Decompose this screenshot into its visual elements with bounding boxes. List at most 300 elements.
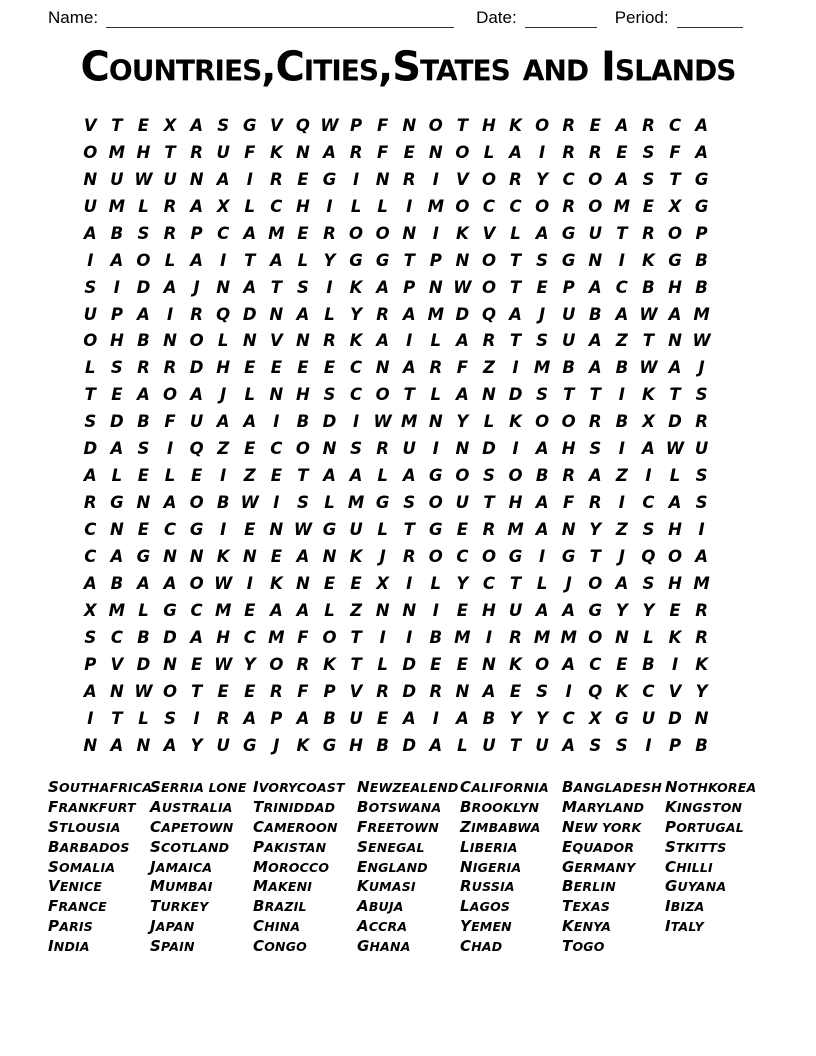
grid-letter: Y bbox=[509, 708, 522, 728]
grid-letter: E bbox=[323, 358, 336, 378]
grid-letter: T bbox=[616, 223, 628, 243]
grid-letter: D bbox=[668, 708, 682, 728]
grid-letter: F bbox=[377, 142, 389, 162]
grid-row bbox=[77, 274, 715, 301]
grid-letter: T bbox=[589, 385, 601, 405]
grid-letter: E bbox=[377, 708, 389, 728]
grid-letter: U bbox=[349, 520, 363, 540]
grid-letter: M bbox=[268, 627, 285, 647]
grid-letter: B bbox=[695, 277, 708, 297]
word-list-column bbox=[460, 778, 562, 957]
grid-row bbox=[77, 193, 715, 220]
grid-letter: Z bbox=[615, 466, 628, 486]
grid-letter: K bbox=[269, 142, 283, 162]
word-item: ABUJA bbox=[357, 897, 404, 916]
grid-letter: N bbox=[269, 304, 284, 324]
grid-letter: N bbox=[455, 681, 470, 701]
grid-letter: G bbox=[561, 223, 576, 243]
grid-letter: I bbox=[220, 466, 227, 486]
grid-letter: N bbox=[242, 331, 257, 351]
word-item: KUMASI bbox=[357, 877, 416, 896]
grid-letter: T bbox=[669, 385, 681, 405]
grid-letter: A bbox=[562, 735, 576, 755]
word-item: LIBERIA bbox=[460, 837, 518, 856]
word-item: SCOTLAND bbox=[150, 837, 230, 856]
word-item: INDIA bbox=[48, 937, 90, 956]
grid-letter: T bbox=[403, 385, 415, 405]
grid-letter: E bbox=[297, 169, 309, 189]
grid-letter: A bbox=[296, 546, 310, 566]
grid-letter: A bbox=[588, 466, 602, 486]
grid-letter: L bbox=[244, 385, 256, 405]
name-blank-line[interactable] bbox=[106, 11, 454, 28]
grid-letter: K bbox=[349, 277, 363, 297]
grid-letter: N bbox=[402, 600, 417, 620]
grid-letter: S bbox=[695, 385, 708, 405]
grid-letter: H bbox=[668, 520, 682, 540]
grid-letter: O bbox=[481, 277, 496, 297]
grid-letter: A bbox=[615, 573, 629, 593]
grid-letter: A bbox=[509, 142, 522, 162]
grid-letter: L bbox=[457, 735, 468, 755]
grid-letter: A bbox=[137, 304, 150, 324]
grid-letter: K bbox=[269, 573, 283, 593]
grid-letter: N bbox=[668, 331, 682, 351]
grid-letter: A bbox=[668, 493, 682, 513]
grid-letter: A bbox=[296, 600, 310, 620]
grid-letter: I bbox=[326, 196, 333, 216]
grid-letter: I bbox=[87, 708, 94, 728]
word-item: MARYLAND bbox=[562, 797, 645, 816]
word-list-column bbox=[48, 778, 153, 957]
grid-letter: W bbox=[692, 331, 711, 351]
grid-letter: Q bbox=[189, 439, 204, 459]
grid-letter: K bbox=[695, 654, 708, 674]
grid-letter: O bbox=[428, 115, 443, 135]
grid-letter: B bbox=[137, 412, 150, 432]
grid-letter: I bbox=[485, 627, 493, 647]
grid-letter: M bbox=[507, 520, 524, 540]
period-blank-line[interactable] bbox=[677, 11, 743, 28]
grid-letter: A bbox=[216, 412, 230, 432]
word-item: ITALY bbox=[665, 917, 704, 936]
grid-letter: C bbox=[668, 115, 682, 135]
grid-letter: S bbox=[536, 331, 549, 351]
grid-letter: A bbox=[535, 223, 549, 243]
word-item: BROOKLYN bbox=[460, 797, 540, 816]
grid-letter: M bbox=[693, 573, 710, 593]
grid-letter: S bbox=[589, 735, 602, 755]
grid-letter: I bbox=[565, 681, 572, 701]
word-item: ENGLAND bbox=[357, 857, 428, 876]
grid-letter: O bbox=[667, 546, 683, 566]
grid-letter: T bbox=[111, 115, 123, 135]
grid-letter: L bbox=[297, 250, 309, 270]
grid-row bbox=[77, 139, 715, 166]
grid-letter: D bbox=[402, 681, 417, 701]
grid-letter: U bbox=[588, 223, 602, 243]
grid-letter: T bbox=[509, 331, 522, 351]
grid-letter: Q bbox=[295, 115, 310, 135]
grid-letter: U bbox=[694, 439, 709, 459]
grid-letter: X bbox=[376, 573, 390, 593]
grid-letter: R bbox=[482, 520, 496, 540]
grid-letter: A bbox=[216, 169, 230, 189]
grid-letter: R bbox=[376, 681, 389, 701]
grid-letter: C bbox=[615, 277, 628, 297]
grid-letter: C bbox=[84, 520, 97, 540]
grid-letter: U bbox=[535, 735, 549, 755]
grid-letter: P bbox=[350, 115, 363, 135]
grid-letter: A bbox=[296, 304, 310, 324]
grid-letter: C bbox=[482, 573, 496, 593]
grid-letter: I bbox=[432, 600, 439, 620]
grid-letter: M bbox=[427, 304, 445, 324]
word-item: PORTUGAL bbox=[665, 817, 744, 836]
grid-letter: B bbox=[615, 412, 629, 432]
grid-letter: T bbox=[190, 681, 203, 701]
grid-letter: N bbox=[428, 412, 443, 432]
grid-letter: I bbox=[166, 304, 174, 324]
grid-letter: N bbox=[375, 169, 390, 189]
grid-letter: B bbox=[695, 250, 708, 270]
grid-row bbox=[77, 435, 715, 462]
grid-letter: O bbox=[561, 412, 576, 432]
grid-letter: U bbox=[508, 600, 523, 620]
grid-letter: P bbox=[190, 223, 203, 243]
grid-letter: X bbox=[163, 115, 177, 135]
grid-letter: B bbox=[695, 735, 708, 755]
grid-letter: S bbox=[536, 385, 549, 405]
grid-letter: S bbox=[323, 385, 336, 405]
grid-letter: I bbox=[671, 654, 679, 674]
grid-letter: A bbox=[349, 466, 363, 486]
grid-letter: R bbox=[376, 304, 389, 324]
word-item: PARIS bbox=[48, 917, 93, 936]
grid-letter: B bbox=[562, 358, 575, 378]
grid-letter: Z bbox=[350, 600, 363, 620]
grid-row bbox=[77, 597, 715, 624]
grid-letter: I bbox=[166, 439, 174, 459]
grid-letter: L bbox=[536, 573, 548, 593]
grid-letter: C bbox=[163, 520, 177, 540]
grid-letter: L bbox=[430, 385, 442, 405]
grid-letter: K bbox=[216, 546, 230, 566]
grid-letter: S bbox=[536, 681, 549, 701]
grid-letter: Y bbox=[456, 573, 469, 593]
word-item: SOMALIA bbox=[48, 857, 116, 876]
grid-letter: Z bbox=[243, 466, 256, 486]
grid-letter: A bbox=[137, 573, 150, 593]
grid-letter: C bbox=[243, 627, 256, 647]
word-item: IVORYCOAST bbox=[253, 778, 345, 796]
word-item: PAKISTAN bbox=[253, 837, 327, 856]
grid-letter: L bbox=[430, 331, 442, 351]
grid-letter: T bbox=[403, 520, 415, 540]
grid-letter: O bbox=[269, 654, 284, 674]
date-blank-line[interactable] bbox=[525, 11, 597, 28]
grid-letter: Y bbox=[456, 412, 469, 432]
grid-letter: E bbox=[137, 520, 150, 540]
grid-letter: A bbox=[190, 385, 203, 405]
grid-letter: S bbox=[536, 250, 549, 270]
word-item: CAPETOWN bbox=[150, 817, 234, 836]
grid-letter: G bbox=[322, 520, 337, 540]
grid-letter: A bbox=[509, 304, 522, 324]
grid-letter: A bbox=[535, 600, 549, 620]
grid-letter: E bbox=[509, 681, 522, 701]
grid-letter: E bbox=[270, 546, 282, 566]
grid-letter: B bbox=[137, 331, 150, 351]
grid-letter: J bbox=[273, 735, 280, 755]
grid-letter: M bbox=[533, 358, 551, 378]
grid-letter: R bbox=[323, 331, 336, 351]
grid-letter: N bbox=[109, 681, 124, 701]
grid-letter: B bbox=[588, 304, 602, 324]
grid-letter: G bbox=[508, 546, 523, 566]
grid-letter: I bbox=[618, 439, 625, 459]
grid-letter: A bbox=[163, 573, 177, 593]
grid-letter: P bbox=[84, 654, 97, 674]
grid-letter: I bbox=[379, 627, 386, 647]
grid-letter: M bbox=[533, 627, 551, 647]
grid-letter: E bbox=[270, 358, 282, 378]
grid-letter: P bbox=[668, 735, 682, 755]
grid-letter: K bbox=[642, 385, 655, 405]
grid-letter: I bbox=[645, 735, 652, 755]
grid-letter: T bbox=[350, 654, 362, 674]
grid-row bbox=[77, 408, 715, 435]
grid-letter: I bbox=[113, 277, 120, 297]
grid-letter: A bbox=[83, 223, 97, 243]
grid-letter: L bbox=[217, 331, 229, 351]
word-item: CONGO bbox=[253, 937, 307, 956]
grid-letter: R bbox=[588, 493, 602, 513]
word-item: SPAIN bbox=[150, 937, 195, 956]
grid-letter: A bbox=[695, 546, 708, 566]
grid-letter: T bbox=[244, 250, 256, 270]
grid-letter: H bbox=[296, 196, 310, 216]
grid-letter: Z bbox=[482, 358, 495, 378]
grid-letter: O bbox=[428, 493, 443, 513]
grid-letter: E bbox=[456, 520, 469, 540]
grid-letter: A bbox=[615, 169, 629, 189]
grid-letter: X bbox=[83, 600, 97, 620]
grid-letter: J bbox=[565, 573, 572, 593]
word-item: BANGLADESH bbox=[562, 778, 662, 796]
word-item: AUSTRALIA bbox=[150, 797, 233, 816]
grid-letter: R bbox=[695, 627, 708, 647]
grid-letter: O bbox=[83, 142, 98, 162]
grid-letter: S bbox=[642, 142, 655, 162]
grid-letter: L bbox=[138, 708, 149, 728]
grid-letter: U bbox=[83, 304, 97, 324]
grid-letter: A bbox=[668, 358, 682, 378]
grid-letter: B bbox=[216, 493, 230, 513]
grid-letter: T bbox=[456, 115, 469, 135]
word-item: BARBADOS bbox=[48, 837, 130, 856]
grid-letter: I bbox=[326, 277, 333, 297]
grid-letter: M bbox=[427, 196, 445, 216]
grid-letter: E bbox=[244, 600, 256, 620]
grid-letter: R bbox=[349, 142, 363, 162]
grid-letter: R bbox=[482, 331, 496, 351]
grid-letter: G bbox=[163, 600, 177, 620]
grid-letter: U bbox=[163, 169, 177, 189]
grid-letter: I bbox=[618, 250, 625, 270]
grid-letter: S bbox=[642, 169, 655, 189]
grid-letter: R bbox=[509, 169, 522, 189]
grid-letter: I bbox=[273, 412, 280, 432]
grid-letter: E bbox=[323, 573, 336, 593]
grid-letter: A bbox=[243, 277, 257, 297]
grid-letter: J bbox=[220, 385, 227, 405]
grid-letter: Y bbox=[695, 681, 708, 701]
grid-letter: N bbox=[455, 439, 470, 459]
grid-letter: V bbox=[83, 115, 97, 135]
grid-letter: G bbox=[561, 546, 576, 566]
word-item: TURKEY bbox=[150, 897, 209, 916]
grid-letter: T bbox=[509, 250, 522, 270]
grid-letter: R bbox=[562, 142, 576, 162]
grid-letter: C bbox=[562, 169, 575, 189]
grid-letter: I bbox=[432, 169, 439, 189]
grid-letter: C bbox=[350, 385, 363, 405]
grid-letter: K bbox=[323, 654, 336, 674]
grid-letter: S bbox=[695, 466, 708, 486]
grid-letter: O bbox=[481, 169, 496, 189]
grid-letter: D bbox=[402, 654, 417, 674]
grid-letter: I bbox=[246, 573, 253, 593]
grid-row bbox=[77, 166, 715, 193]
grid-row bbox=[77, 624, 715, 651]
grid-letter: L bbox=[85, 358, 96, 378]
grid-letter: A bbox=[269, 250, 283, 270]
word-item: ACCRA bbox=[357, 917, 408, 936]
grid-letter: W bbox=[373, 412, 392, 432]
grid-letter: G bbox=[322, 169, 337, 189]
word-item: CHAD bbox=[460, 937, 503, 956]
grid-letter: N bbox=[109, 520, 124, 540]
grid-letter: S bbox=[84, 627, 97, 647]
grid-letter: L bbox=[324, 304, 335, 324]
word-item: IBIZA bbox=[665, 897, 705, 916]
grid-letter: A bbox=[402, 466, 416, 486]
grid-letter: L bbox=[483, 412, 495, 432]
grid-letter: V bbox=[482, 223, 496, 243]
grid-letter: O bbox=[375, 223, 390, 243]
grid-letter: F bbox=[456, 358, 469, 378]
grid-letter: I bbox=[645, 466, 652, 486]
grid-letter: N bbox=[402, 115, 417, 135]
grid-letter: R bbox=[137, 358, 150, 378]
grid-letter: D bbox=[402, 735, 417, 755]
grid-letter: A bbox=[402, 708, 416, 728]
grid-letter: U bbox=[561, 304, 576, 324]
grid-letter: A bbox=[190, 250, 203, 270]
grid-letter: B bbox=[642, 277, 655, 297]
grid-letter: R bbox=[190, 142, 203, 162]
grid-letter: E bbox=[137, 115, 150, 135]
word-item: YEMEN bbox=[460, 917, 512, 936]
grid-letter: H bbox=[109, 331, 124, 351]
grid-letter: A bbox=[588, 331, 602, 351]
grid-letter: A bbox=[588, 277, 602, 297]
grid-letter: A bbox=[615, 304, 629, 324]
grid-letter: I bbox=[353, 412, 360, 432]
grid-letter: T bbox=[509, 277, 522, 297]
grid-letter: G bbox=[694, 169, 709, 189]
grid-letter: F bbox=[244, 142, 256, 162]
word-item: CHINA bbox=[253, 917, 301, 936]
grid-letter: T bbox=[509, 573, 522, 593]
grid-letter: U bbox=[641, 708, 656, 728]
grid-letter: J bbox=[618, 546, 625, 566]
grid-letter: E bbox=[403, 142, 415, 162]
grid-letter: G bbox=[322, 735, 337, 755]
grid-letter: R bbox=[163, 223, 177, 243]
grid-letter: X bbox=[588, 708, 602, 728]
grid-row bbox=[77, 516, 715, 543]
grid-letter: R bbox=[402, 169, 416, 189]
grid-letter: O bbox=[189, 573, 204, 593]
grid-letter: I bbox=[539, 546, 546, 566]
grid-letter: I bbox=[87, 250, 94, 270]
grid-letter: I bbox=[432, 708, 439, 728]
grid-letter: A bbox=[376, 277, 390, 297]
word-item: GUYANA bbox=[665, 877, 727, 896]
grid-letter: Y bbox=[536, 169, 549, 189]
grid-row bbox=[77, 328, 715, 355]
word-item: BERLIN bbox=[562, 877, 616, 896]
word-search-grid bbox=[77, 112, 715, 759]
word-item: CAMEROON bbox=[253, 817, 338, 836]
grid-letter: X bbox=[642, 412, 655, 432]
grid-letter: A bbox=[190, 196, 203, 216]
grid-letter: B bbox=[110, 573, 124, 593]
grid-letter: O bbox=[375, 385, 390, 405]
grid-letter: L bbox=[377, 196, 388, 216]
word-item: GERMANY bbox=[562, 857, 636, 876]
grid-letter: A bbox=[83, 681, 97, 701]
word-item: JAMAICA bbox=[150, 857, 213, 876]
grid-letter: Y bbox=[323, 250, 336, 270]
grid-letter: H bbox=[136, 142, 151, 162]
grid-letter: K bbox=[509, 412, 522, 432]
grid-letter: S bbox=[589, 439, 602, 459]
grid-letter: E bbox=[642, 196, 655, 216]
grid-letter: N bbox=[136, 735, 151, 755]
grid-letter: S bbox=[350, 439, 363, 459]
grid-row bbox=[77, 651, 715, 678]
grid-letter: V bbox=[455, 169, 469, 189]
grid-letter: C bbox=[642, 493, 655, 513]
grid-letter: B bbox=[535, 466, 549, 486]
grid-letter: D bbox=[242, 304, 257, 324]
grid-letter: I bbox=[220, 250, 227, 270]
grid-letter: N bbox=[694, 708, 709, 728]
grid-letter: N bbox=[269, 385, 284, 405]
grid-letter: M bbox=[108, 600, 126, 620]
grid-letter: L bbox=[138, 600, 149, 620]
word-item: KINGSTON bbox=[665, 797, 743, 816]
grid-letter: H bbox=[296, 385, 310, 405]
word-list bbox=[48, 778, 778, 957]
grid-letter: S bbox=[642, 573, 655, 593]
grid-letter: O bbox=[83, 331, 98, 351]
grid-letter: N bbox=[428, 277, 443, 297]
grid-letter: S bbox=[483, 466, 495, 486]
